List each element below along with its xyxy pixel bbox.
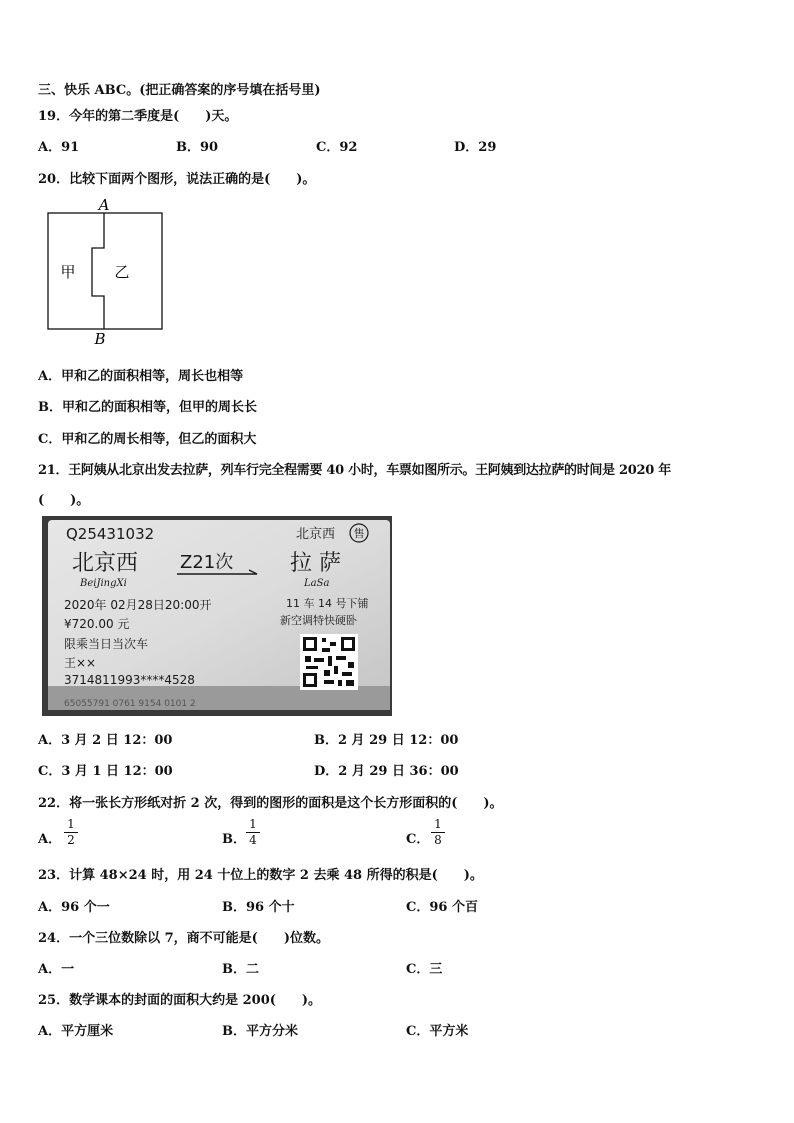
ticket-to: 拉 萨 <box>290 551 341 576</box>
ticket-serial: 65055791 0761 9154 0101 2 <box>64 699 196 709</box>
ticket-car-type: 新空调特快硬卧 <box>280 614 357 627</box>
question-23-stem: 23．计算 48×24 时，用 24 十位上的数字 2 去乘 48 所得的积是( )。 <box>38 868 483 883</box>
q21-option-b: B．2 月 29 日 12：00 <box>314 733 459 748</box>
ticket-qr-code <box>300 634 358 690</box>
ticket-code: Q25431032 <box>66 525 155 543</box>
question-24-stem: 24．一个三位数除以 7，商不可能是( )位数。 <box>38 931 329 946</box>
fraction-numerator: 1 <box>434 817 442 831</box>
ticket-datetime: 2020年 02月28日20:00开 <box>64 598 212 612</box>
q23-option-b: B．96 个十 <box>222 900 295 915</box>
q22-option-b-fraction <box>246 818 260 847</box>
ticket-to-pinyin: LaSa <box>304 578 330 589</box>
ticket-id: 3714811993****4528 <box>64 673 195 687</box>
q21-option-d: D．2 月 29 日 36：00 <box>314 764 459 779</box>
figure-label-b: B <box>94 330 106 348</box>
fraction-denominator: 4 <box>249 833 257 847</box>
q22-option-a-fraction <box>64 818 78 847</box>
question-25-stem: 25．数学课本的封面的面积大约是 200( )。 <box>38 993 322 1008</box>
q24-option-a: A．一 <box>38 962 75 977</box>
question-20-stem: 20．比较下面两个图形，说法正确的是( )。 <box>38 172 316 187</box>
q24-option-b: B．二 <box>222 962 259 977</box>
fraction-denominator: 8 <box>434 833 442 847</box>
question-21-stem-blank: ( )。 <box>38 493 90 508</box>
question-21-stem: 21．王阿姨从北京出发去拉萨，列车行完全程需要 40 小时，车票如图所示。王阿姨到达拉萨的时间是 2020 年 <box>38 463 671 478</box>
q20-option-c: C．甲和乙的周长相等，但乙的面积大 <box>38 432 257 447</box>
q23-option-a: A．96 个一 <box>38 900 110 915</box>
q22-option-b-letter: B． <box>222 832 246 847</box>
fraction-denominator: 2 <box>67 833 75 847</box>
ticket-from: 北京西 <box>72 551 139 576</box>
q21-option-c: C．3 月 1 日 12：00 <box>38 764 173 779</box>
q20-figure <box>40 196 170 348</box>
q25-option-a: A．平方厘米 <box>38 1024 114 1039</box>
q19-option-d: D．29 <box>454 140 497 155</box>
q23-option-c: C．96 个百 <box>406 900 478 915</box>
q19-option-c: C．92 <box>316 140 358 155</box>
q25-option-c: C．平方米 <box>406 1024 469 1039</box>
ticket-sold-mark: 售 <box>353 527 365 540</box>
q20-option-a: A．甲和乙的面积相等，周长也相等 <box>38 369 244 384</box>
q25-option-b: B．平方分米 <box>222 1024 298 1039</box>
q19-option-b: B．90 <box>176 140 219 155</box>
q22-option-c-letter: C． <box>406 832 430 847</box>
q19-option-a: A．91 <box>38 140 80 155</box>
section-title: 三、快乐 ABC。(把正确答案的序号填在括号里) <box>38 83 321 98</box>
q22-option-a-letter: A． <box>38 832 62 847</box>
ticket-price: ¥720.00 元 <box>64 617 130 631</box>
fraction-numerator: 1 <box>67 817 75 831</box>
question-22-stem: 22．将一张长方形纸对折 2 次，得到的图形的面积是这个长方形面积的( )。 <box>38 796 503 811</box>
q24-option-c: C．三 <box>406 962 443 977</box>
ticket-note: 限乘当日当次车 <box>64 637 149 651</box>
ticket-passenger: 王×× <box>64 656 97 670</box>
question-19-stem: 19．今年的第二季度是( )天。 <box>38 109 238 124</box>
q20-option-b: B．甲和乙的面积相等，但甲的周长长 <box>38 400 257 415</box>
ticket-station-sold: 北京西 <box>296 527 336 542</box>
q21-option-a: A．3 月 2 日 12：00 <box>38 733 173 748</box>
figure-label-a: A <box>98 196 110 214</box>
ticket-train-number: Z21次 <box>180 552 234 573</box>
fraction-numerator: 1 <box>249 817 257 831</box>
ticket-seat: 11 车 14 号下铺 <box>286 597 369 610</box>
train-ticket-image <box>42 516 392 716</box>
q22-option-c-fraction <box>431 818 445 847</box>
figure-label-yi: 乙 <box>114 263 130 281</box>
ticket-from-pinyin: BeiJingXi <box>80 578 127 589</box>
figure-label-jia: 甲 <box>60 263 76 281</box>
